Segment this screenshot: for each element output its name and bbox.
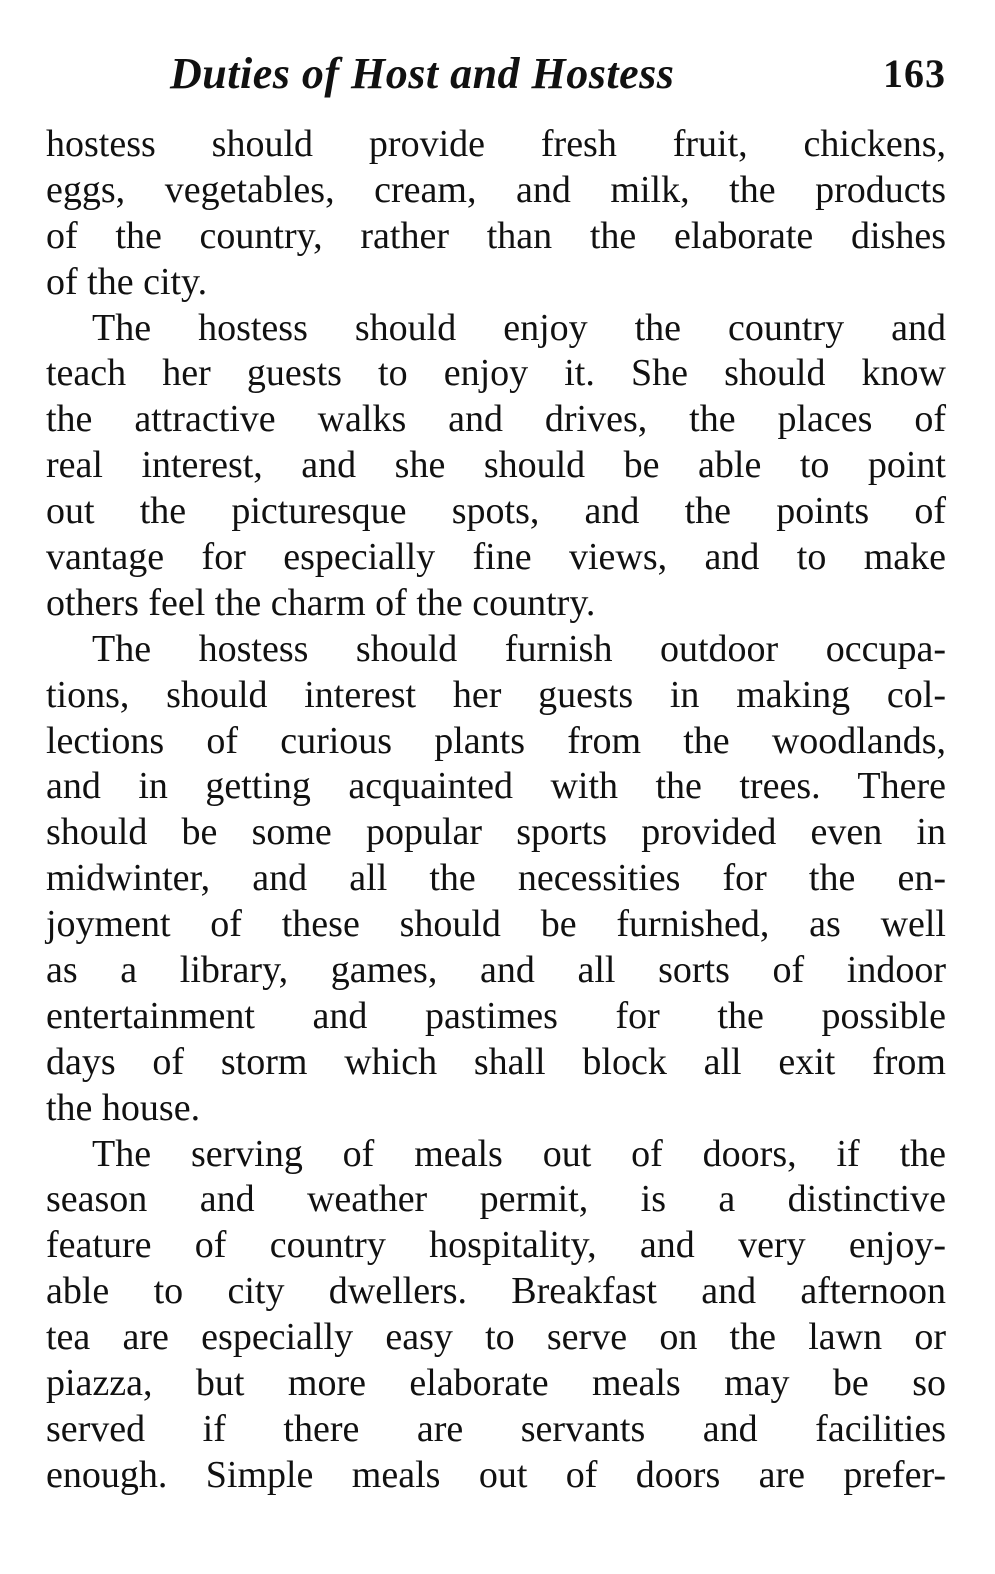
- page-header: [46, 48, 946, 110]
- text-line: teach her guests to enjoy it. She should know: [46, 352, 946, 395]
- body-text: [46, 122, 946, 1499]
- text-line: piazza, but more elaborate meals may be so: [46, 1362, 946, 1405]
- text-line: feature of country hospitality, and very enjoy-: [46, 1224, 946, 1267]
- paragraph-4: [46, 1132, 946, 1499]
- page-number: 163: [883, 51, 946, 96]
- text-line: The hostess should enjoy the country and: [92, 306, 946, 349]
- text-line: as a library, games, and all sorts of indoor: [46, 949, 946, 992]
- text-line: vantage for especially fine views, and to make: [46, 536, 946, 579]
- text-line: eggs, vegetables, cream, and milk, the products: [46, 168, 946, 211]
- text-line: lections of curious plants from the woodlands,: [46, 719, 946, 762]
- text-line: entertainment and pastimes for the possible: [46, 994, 946, 1037]
- book-page: [46, 48, 946, 1499]
- text-line: the house.: [46, 1086, 201, 1129]
- text-line: and in getting acquainted with the trees. There: [46, 765, 946, 808]
- text-line: enough. Simple meals out of doors are prefer-: [46, 1453, 946, 1496]
- paragraph-1: [46, 122, 946, 306]
- text-line: midwinter, and all the necessities for the en-: [46, 857, 946, 900]
- paragraph-3: [46, 627, 946, 1132]
- text-line: days of storm which shall block all exit from: [46, 1040, 946, 1083]
- text-line: of the city.: [46, 260, 208, 303]
- text-line: served if there are servants and facilities: [46, 1407, 946, 1450]
- text-line: others feel the charm of the country.: [46, 581, 596, 624]
- text-line: The serving of meals out of doors, if the: [92, 1132, 946, 1175]
- text-line: joyment of these should be furnished, as well: [46, 903, 946, 946]
- text-line: The hostess should furnish outdoor occupa-: [92, 627, 946, 670]
- text-line: real interest, and she should be able to point: [46, 444, 946, 487]
- text-line: of the country, rather than the elaborate dishes: [46, 214, 946, 257]
- text-line: hostess should provide fresh fruit, chickens,: [46, 123, 946, 165]
- text-line: tions, should interest her guests in making col-: [46, 673, 946, 716]
- paragraph-2: [46, 306, 946, 627]
- text-line: tea are especially easy to serve on the lawn or: [46, 1316, 946, 1359]
- text-line: season and weather permit, is a distinctive: [46, 1178, 946, 1221]
- running-title: Duties of Host and Hostess: [170, 49, 675, 98]
- text-line: able to city dwellers. Breakfast and afternoon: [46, 1270, 946, 1313]
- text-line: out the picturesque spots, and the points of: [46, 490, 946, 533]
- text-line: should be some popular sports provided even in: [46, 811, 946, 854]
- text-line: the attractive walks and drives, the places of: [46, 398, 946, 441]
